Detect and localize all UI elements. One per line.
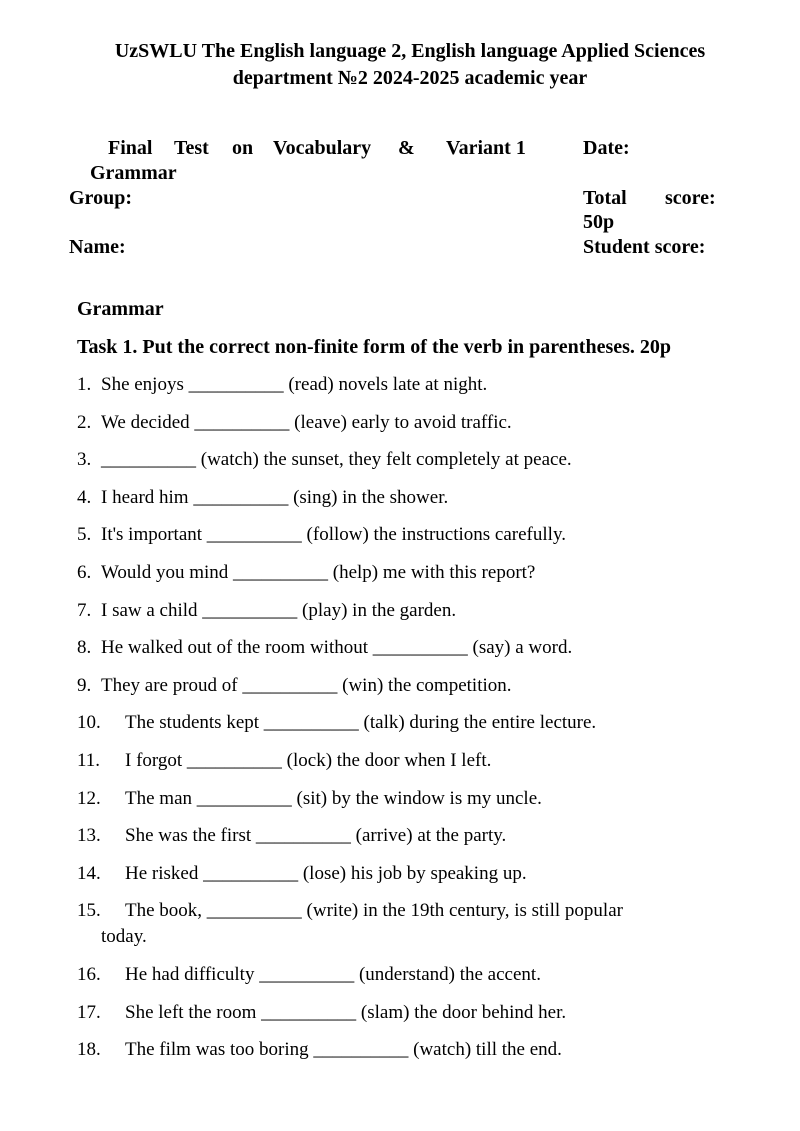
item-number: 10.: [77, 712, 101, 734]
item-text: I saw a child __________ (play) in the garden.: [101, 599, 457, 621]
item-text: It's important __________ (follow) the instructions carefully.: [101, 524, 566, 546]
item-number: 13.: [77, 825, 101, 847]
header-line-1: UzSWLU The English language 2, English language Applied Sciences: [114, 40, 706, 62]
list-item: [77, 410, 717, 436]
item-number: 2.: [77, 411, 92, 433]
item-text: The man __________ (sit) by the window is my uncle.: [125, 787, 542, 809]
final-test-word-4: Vocabulary: [273, 137, 372, 159]
list-item: [77, 1037, 717, 1063]
final-test-word-1: Final: [108, 137, 153, 159]
list-item: [77, 861, 717, 887]
item-text: He risked __________ (lose) his job by speaking up.: [125, 862, 527, 884]
total-score-value: 50p: [583, 211, 615, 233]
item-number: 18.: [77, 1039, 101, 1061]
variant-label: Variant 1: [446, 137, 526, 159]
header-line-2: department №2 2024-2025 academic year: [232, 67, 588, 89]
item-text-continued: today.: [101, 926, 147, 948]
item-number: 5.: [77, 524, 92, 546]
item-number: 7.: [77, 599, 92, 621]
item-text: Would you mind __________ (help) me with this report?: [101, 561, 536, 583]
item-number: 4.: [77, 486, 92, 508]
list-item: [77, 447, 717, 473]
item-text: We decided __________ (leave) early to avoid traffic.: [101, 411, 512, 433]
item-text: The book, __________ (write) in the 19th century, is still popular: [125, 900, 623, 922]
item-text: He had difficulty __________ (understand) the accent.: [125, 963, 541, 985]
list-item: [77, 522, 717, 548]
final-test-line-2: Grammar: [90, 162, 177, 184]
item-text: The students kept __________ (talk) during the entire lecture.: [125, 712, 597, 734]
date-label: Date:: [583, 137, 630, 159]
score-word: score:: [665, 187, 716, 209]
list-item: [77, 710, 717, 736]
item-text: She enjoys __________ (read) novels late at night.: [101, 374, 488, 395]
list-item: [77, 485, 717, 511]
list-item: [77, 748, 717, 774]
list-item: [77, 598, 717, 624]
item-text: __________ (watch) the sunset, they felt completely at peace.: [101, 449, 572, 471]
final-test-word-3: on: [232, 137, 254, 159]
item-number: 17.: [77, 1001, 101, 1023]
item-text: She was the first __________ (arrive) at the party.: [125, 825, 507, 847]
exercise-list: [77, 372, 717, 1075]
item-number: 14.: [77, 862, 101, 884]
item-text: I heard him __________ (sing) in the shower.: [101, 486, 449, 508]
list-item: [77, 635, 717, 661]
list-item: [77, 372, 717, 398]
item-text: The film was too boring __________ (watch) till the end.: [125, 1039, 562, 1061]
name-label: Name:: [69, 236, 126, 258]
document-header: [40, 38, 780, 92]
item-number: 3.: [77, 449, 92, 471]
item-number: 1.: [77, 374, 92, 395]
list-item: [77, 898, 717, 950]
final-test-word-2: Test: [174, 137, 209, 159]
list-item: [77, 560, 717, 586]
item-text: I forgot __________ (lock) the door when I left.: [125, 749, 492, 771]
total-word: Total: [583, 187, 627, 209]
item-number: 16.: [77, 963, 101, 985]
list-item: [77, 786, 717, 812]
item-text: She left the room __________ (slam) the door behind her.: [125, 1001, 567, 1023]
list-item: [77, 823, 717, 849]
item-number: 12.: [77, 787, 101, 809]
section-title: Grammar: [77, 298, 164, 320]
task-title: Task 1. Put the correct non-finite form of the verb in parentheses. 20p: [77, 336, 672, 358]
list-item: [77, 1000, 717, 1026]
item-number: 9.: [77, 674, 92, 696]
item-number: 6.: [77, 561, 92, 583]
item-text: He walked out of the room without __________ (say) a word.: [101, 637, 573, 659]
item-number: 15.: [77, 900, 101, 922]
list-item: [77, 962, 717, 988]
item-number: 11.: [77, 749, 101, 771]
item-text: They are proud of __________ (win) the competition.: [101, 674, 512, 696]
list-item: [77, 673, 717, 699]
final-test-word-5: &: [398, 137, 415, 159]
student-score-label: Student score:: [583, 236, 706, 258]
group-label: Group:: [69, 187, 132, 209]
item-number: 8.: [77, 637, 92, 659]
